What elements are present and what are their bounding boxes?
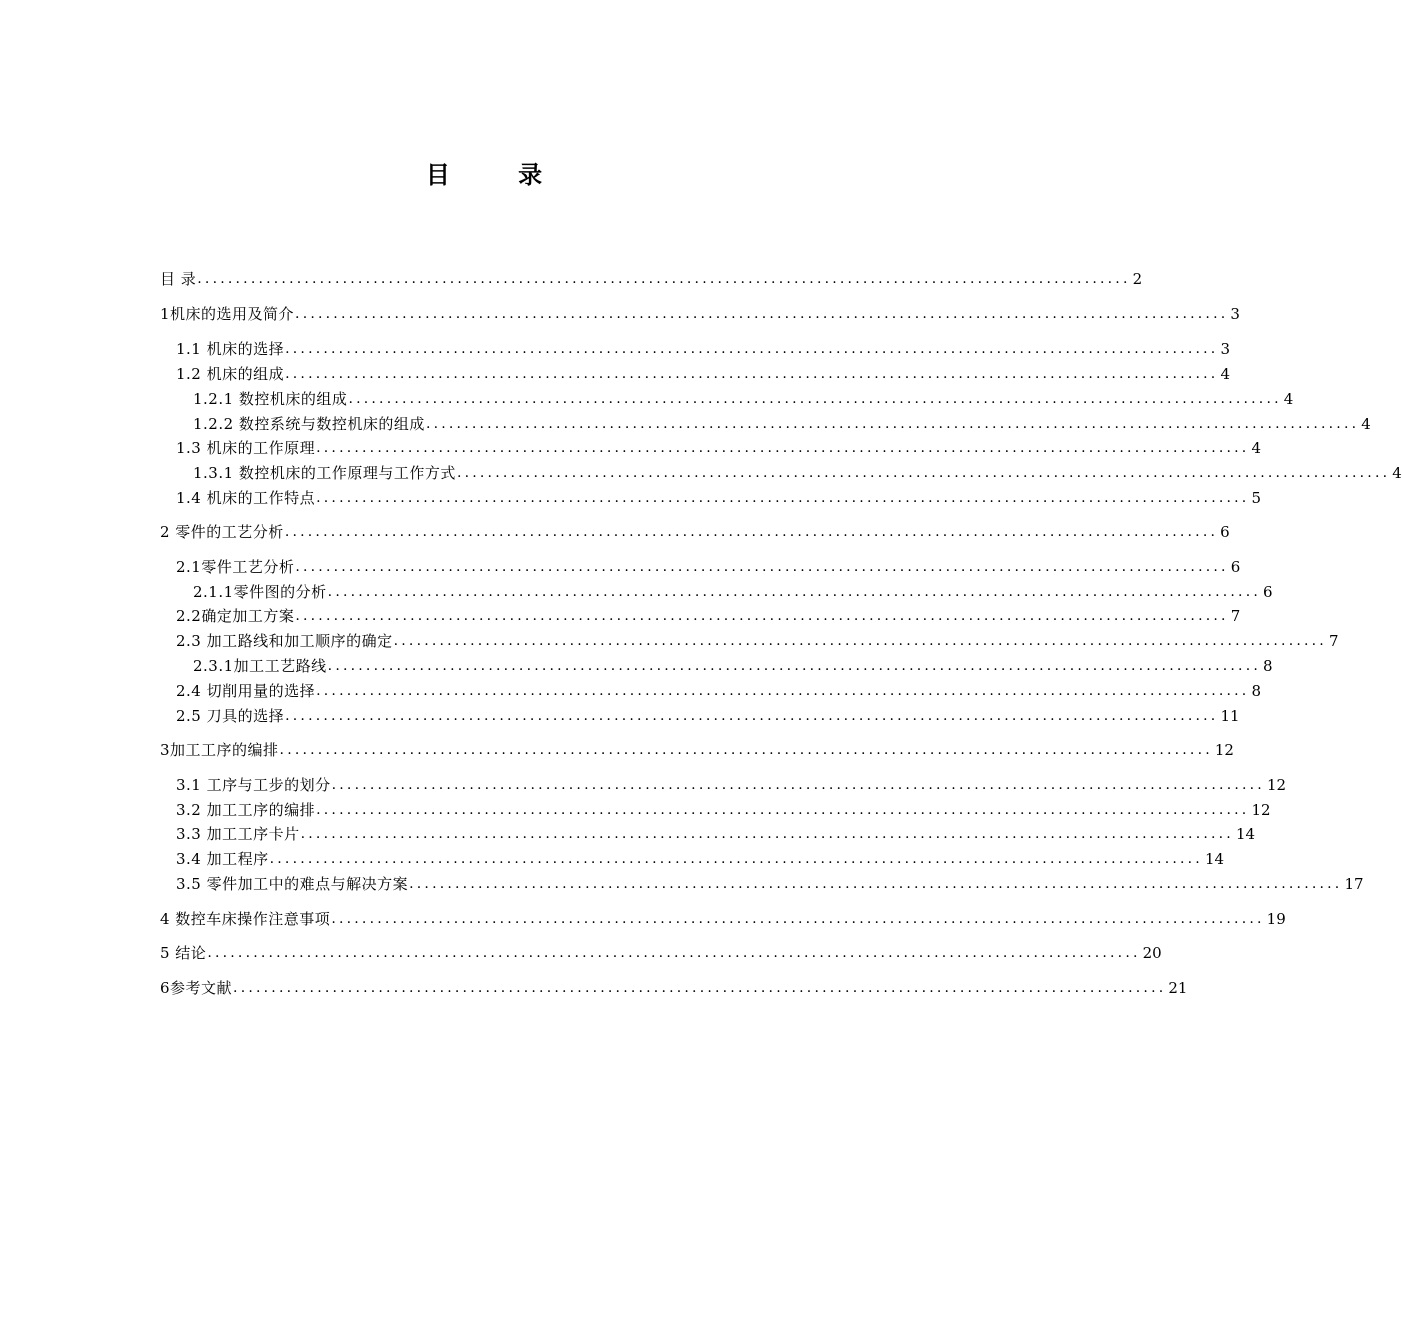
toc-entry[interactable] [160, 942, 1162, 964]
toc-leader-dots: .......................................................................................................................... [331, 911, 1265, 927]
toc-leader-dots: .......................................................................................................................... [295, 306, 1229, 322]
toc-entry-label: 1.3.1 数控机床的工作原理与工作方式 [193, 464, 456, 482]
toc-entry-label: 2.2确定加工方案 [176, 607, 295, 625]
toc-entry[interactable] [160, 908, 1286, 930]
toc-entry-page: 5 [1251, 489, 1261, 507]
toc-entry-label: 2 零件的工艺分析 [160, 523, 284, 541]
toc-entry[interactable] [160, 521, 1230, 543]
toc-leader-dots: .......................................................................................................................... [295, 608, 1229, 624]
toc-entry-label: 1机床的选用及简介 [160, 305, 295, 323]
toc-entry[interactable] [176, 848, 1225, 870]
toc-entry-label: 3.1 工序与工步的划分 [176, 776, 331, 794]
toc-entry-page: 3 [1220, 340, 1230, 358]
toc-leader-dots: .......................................................................................................................... [300, 826, 1234, 842]
toc-entry-page: 12 [1266, 776, 1287, 794]
toc-entry-label: 2.3.1加工工艺路线 [193, 657, 327, 675]
toc-entry-page: 4 [1283, 390, 1294, 408]
toc-entry[interactable] [193, 462, 1402, 484]
toc-entry-label: 1.2.2 数控系统与数控机床的组成 [193, 415, 425, 433]
toc-entry-label: 2.5 刀具的选择 [176, 707, 285, 725]
toc-entry-page: 6 [1230, 558, 1241, 576]
toc-leader-dots: .......................................................................................................................... [207, 945, 1141, 961]
toc-entry[interactable] [193, 388, 1294, 410]
toc-entry-label: 1.1 机床的选择 [176, 340, 285, 358]
toc-entry-page: 19 [1266, 910, 1286, 928]
toc-entry-page: 11 [1220, 707, 1240, 725]
toc-leader-dots: .......................................................................................................................... [409, 876, 1343, 892]
toc-leader-dots: .......................................................................................................................... [393, 633, 1327, 649]
toc-leader-dots: .......................................................................................................................... [285, 341, 1219, 357]
toc-entry-page: 4 [1220, 365, 1230, 383]
toc-entry[interactable] [193, 655, 1273, 677]
toc-entry[interactable] [176, 680, 1261, 702]
toc-entry[interactable] [160, 268, 1143, 290]
toc-entry-page: 4 [1392, 464, 1402, 482]
toc-entry-page: 12 [1214, 741, 1234, 759]
toc-leader-dots: .......................................................................................................................... [295, 559, 1229, 575]
toc-entry[interactable] [160, 739, 1234, 761]
toc-entry-label: 1.2 机床的组成 [176, 365, 285, 383]
toc-leader-dots: .......................................................................................................................... [456, 465, 1391, 481]
toc-leader-dots: .......................................................................................................................... [327, 584, 1261, 600]
toc-leader-dots: .......................................................................................................................... [331, 777, 1265, 793]
toc-leader-dots: .......................................................................................................................... [425, 416, 1360, 432]
toc-entry-page: 4 [1361, 415, 1371, 433]
toc-entry-label: 3.2 加工工序的编排 [176, 801, 316, 819]
toc-leader-dots: .......................................................................................................................... [316, 683, 1250, 699]
toc-entry[interactable] [193, 581, 1273, 603]
toc-leader-dots: .......................................................................................................................... [348, 391, 1282, 407]
toc-entry[interactable] [176, 487, 1261, 509]
toc-leader-dots: .......................................................................................................................... [327, 658, 1261, 674]
toc-entry-page: 6 [1263, 583, 1273, 601]
toc-entry-label: 目 录 [160, 270, 197, 288]
toc-entry-page: 20 [1142, 944, 1162, 962]
toc-entry-page: 8 [1251, 682, 1261, 700]
toc-leader-dots: .......................................................................................................................... [316, 490, 1250, 506]
toc-entry-label: 1.2.1 数控机床的组成 [193, 390, 348, 408]
toc-leader-dots: .......................................................................................................................... [285, 366, 1219, 382]
toc-leader-dots: .......................................................................................................................... [285, 708, 1219, 724]
toc-entry-page: 7 [1328, 632, 1339, 650]
toc-entry-page: 21 [1168, 979, 1188, 997]
toc-entry[interactable] [176, 774, 1287, 796]
toc-entry-page: 4 [1251, 439, 1261, 457]
toc-entry[interactable] [176, 705, 1240, 727]
toc-entry[interactable] [160, 977, 1188, 999]
toc-entry[interactable] [176, 338, 1230, 360]
toc-entry[interactable] [193, 413, 1371, 435]
toc-entry[interactable] [176, 823, 1256, 845]
toc-entry-label: 2.1.1零件图的分析 [193, 583, 327, 601]
toc-entry-page: 8 [1263, 657, 1273, 675]
toc-entry[interactable] [176, 873, 1364, 895]
toc-leader-dots: .......................................................................................................................... [279, 742, 1213, 758]
toc-entry-page: 14 [1235, 825, 1256, 843]
toc-entry[interactable] [176, 437, 1261, 459]
toc-entry-label: 3加工工序的编排 [160, 741, 279, 759]
toc-leader-dots: .......................................................................................................................... [316, 440, 1250, 456]
toc-entry[interactable] [176, 605, 1241, 627]
toc-entry-label: 3.3 加工工序卡片 [176, 825, 300, 843]
toc-leader-dots: .......................................................................................................................... [269, 851, 1203, 867]
toc-entry-page: 7 [1230, 607, 1241, 625]
toc-leader-dots: .......................................................................................................................... [197, 271, 1131, 287]
toc-entry-label: 3.5 零件加工中的难点与解决方案 [176, 875, 409, 893]
toc-entry-label: 5 结论 [160, 944, 207, 962]
toc-entry-label: 2.3 加工路线和加工顺序的确定 [176, 632, 393, 650]
toc-entry-page: 2 [1132, 270, 1143, 288]
toc-entry-page: 12 [1251, 801, 1271, 819]
page-title: 目 录 [425, 161, 573, 189]
toc-leader-dots: .......................................................................................................................... [233, 980, 1167, 996]
toc-entry[interactable] [176, 799, 1271, 821]
toc-entry-label: 6参考文献 [160, 979, 233, 997]
toc-entry-page: 17 [1344, 875, 1364, 893]
toc-entry-label: 3.4 加工程序 [176, 850, 269, 868]
toc-entry-label: 2.1零件工艺分析 [176, 558, 295, 576]
toc-entry-label: 1.4 机床的工作特点 [176, 489, 316, 507]
toc-entry-label: 4 数控车床操作注意事项 [160, 910, 331, 928]
toc-entry-page: 14 [1204, 850, 1225, 868]
toc-entry[interactable] [160, 303, 1240, 325]
toc-entry[interactable] [176, 363, 1230, 385]
toc-entry-page: 3 [1230, 305, 1240, 323]
toc-leader-dots: .......................................................................................................................... [284, 524, 1219, 540]
toc-leader-dots: .......................................................................................................................... [316, 802, 1250, 818]
toc-entry[interactable] [176, 556, 1241, 578]
toc-entry[interactable] [176, 630, 1339, 652]
toc-entry-label: 2.4 切削用量的选择 [176, 682, 316, 700]
toc-entry-page: 6 [1220, 523, 1230, 541]
toc-entry-label: 1.3 机床的工作原理 [176, 439, 316, 457]
